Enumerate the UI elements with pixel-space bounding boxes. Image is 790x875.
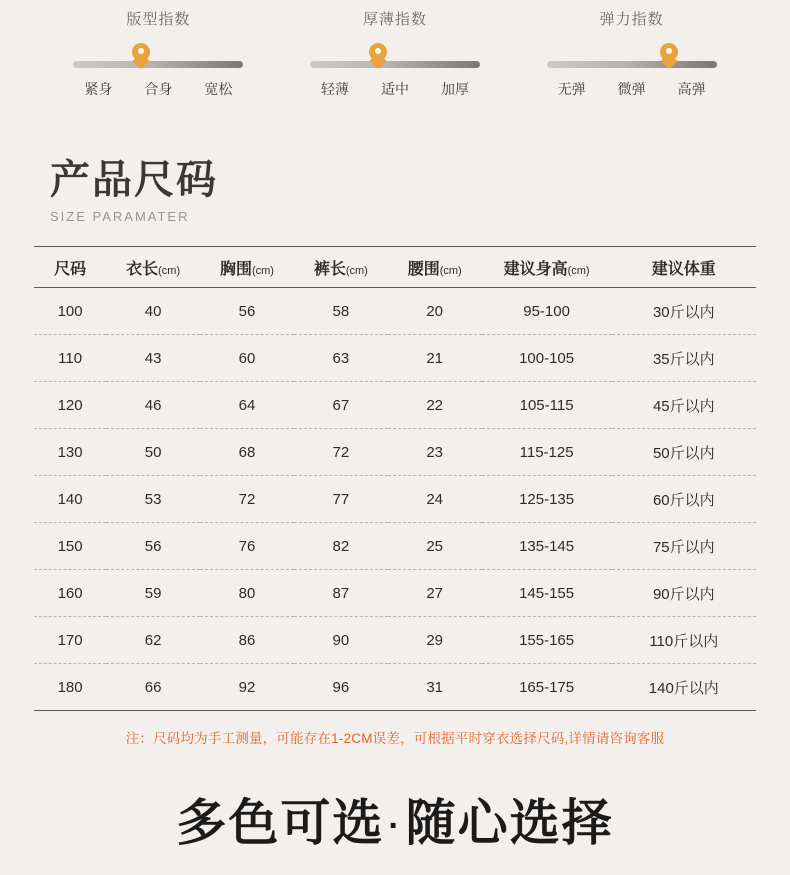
table-cell: 130 <box>34 429 106 476</box>
indicator-labels <box>68 79 248 99</box>
table-header-cell <box>294 247 388 288</box>
table-cell: 76 <box>200 523 294 570</box>
indicator-fit <box>58 8 258 99</box>
table-header-unit: (cm) <box>567 264 590 277</box>
table-cell: 45斤以内 <box>612 382 756 429</box>
table-cell: 140 <box>34 476 106 523</box>
table-cell: 87 <box>294 570 388 617</box>
indicator-track-wrap <box>547 43 717 73</box>
indicator-label: 宽松 <box>204 81 233 97</box>
size-table <box>34 246 756 711</box>
indicator-track-wrap <box>73 43 243 73</box>
indicator-title: 厚薄指数 <box>362 11 427 28</box>
indicator-label: 无弹 <box>557 81 586 97</box>
page-title: 产品尺码 <box>50 158 218 202</box>
table-row <box>34 429 756 476</box>
table-header-label: 尺码 <box>54 260 87 278</box>
table-header-label: 建议身高 <box>503 260 568 278</box>
table-header-cell <box>388 247 482 288</box>
table-cell: 66 <box>106 664 200 711</box>
table-cell: 160 <box>34 570 106 617</box>
table-cell: 110斤以内 <box>612 617 756 664</box>
table-cell: 80 <box>200 570 294 617</box>
indicator-label: 适中 <box>380 81 409 97</box>
headline-left: 多色可选 <box>176 795 385 851</box>
indicator-track <box>547 61 717 68</box>
table-cell: 64 <box>200 382 294 429</box>
table-cell: 75斤以内 <box>612 523 756 570</box>
page-subtitle: SIZE PARAMATER <box>50 209 190 224</box>
table-cell: 72 <box>294 429 388 476</box>
table-cell: 155-165 <box>482 617 612 664</box>
table-header-label: 腰围 <box>407 260 440 278</box>
table-cell: 31 <box>388 664 482 711</box>
table-cell: 140斤以内 <box>612 664 756 711</box>
indicator-row <box>0 0 790 99</box>
table-row <box>34 476 756 523</box>
table-cell: 77 <box>294 476 388 523</box>
table-cell: 96 <box>294 664 388 711</box>
table-cell: 53 <box>106 476 200 523</box>
table-cell: 82 <box>294 523 388 570</box>
bottom-headline <box>0 783 790 855</box>
indicator-label: 加厚 <box>440 81 469 97</box>
table-header-label: 胸围 <box>219 260 252 278</box>
indicator-track <box>310 61 480 68</box>
indicator-marker-pin-icon <box>660 43 678 67</box>
table-cell: 35斤以内 <box>612 335 756 382</box>
table-cell: 67 <box>294 382 388 429</box>
table-cell: 56 <box>200 288 294 335</box>
table-header-cell <box>612 247 756 288</box>
table-cell: 95-100 <box>482 288 612 335</box>
table-cell: 125-135 <box>482 476 612 523</box>
size-note: 注：尺码均为手工测量，可能存在1-2CM误差，可根据平时穿衣选择尺码,详情请咨询客服 <box>125 731 665 746</box>
table-cell: 24 <box>388 476 482 523</box>
table-cell: 90斤以内 <box>612 570 756 617</box>
table-cell: 135-145 <box>482 523 612 570</box>
indicator-marker-pin-icon <box>132 43 150 67</box>
table-cell: 86 <box>200 617 294 664</box>
table-header-unit: (cm) <box>439 264 462 277</box>
indicator-label: 微弹 <box>617 81 646 97</box>
table-cell: 27 <box>388 570 482 617</box>
indicator-title: 版型指数 <box>126 11 191 28</box>
indicator-track <box>73 61 243 68</box>
table-row <box>34 288 756 335</box>
table-cell: 23 <box>388 429 482 476</box>
table-cell: 145-155 <box>482 570 612 617</box>
table-cell: 62 <box>106 617 200 664</box>
table-header-cell <box>482 247 612 288</box>
table-cell: 40 <box>106 288 200 335</box>
table-cell: 56 <box>106 523 200 570</box>
table-header-cell <box>34 247 106 288</box>
size-heading-block <box>0 159 790 224</box>
table-header-unit: (cm) <box>251 264 274 277</box>
table-row <box>34 335 756 382</box>
table-cell: 20 <box>388 288 482 335</box>
table-body <box>34 288 756 711</box>
headline-separator-dot: · <box>388 807 402 846</box>
table-cell: 165-175 <box>482 664 612 711</box>
table-cell: 110 <box>34 335 106 382</box>
table-header <box>34 247 756 288</box>
table-row <box>34 523 756 570</box>
table-header-row <box>34 247 756 288</box>
indicator-thickness <box>295 8 495 99</box>
table-header-label: 建议体重 <box>651 260 716 278</box>
table-cell: 58 <box>294 288 388 335</box>
table-cell: 60斤以内 <box>612 476 756 523</box>
table-header-cell <box>200 247 294 288</box>
table-cell: 120 <box>34 382 106 429</box>
table-cell: 170 <box>34 617 106 664</box>
indicator-label: 高弹 <box>677 81 706 97</box>
table-cell: 68 <box>200 429 294 476</box>
table-cell: 115-125 <box>482 429 612 476</box>
size-table-wrap <box>34 246 756 711</box>
indicator-elasticity <box>532 8 732 99</box>
table-cell: 46 <box>106 382 200 429</box>
table-cell: 30斤以内 <box>612 288 756 335</box>
table-cell: 180 <box>34 664 106 711</box>
table-cell: 63 <box>294 335 388 382</box>
indicator-labels <box>542 79 722 99</box>
table-cell: 90 <box>294 617 388 664</box>
table-cell: 29 <box>388 617 482 664</box>
table-cell: 21 <box>388 335 482 382</box>
table-cell: 22 <box>388 382 482 429</box>
table-cell: 105-115 <box>482 382 612 429</box>
table-cell: 72 <box>200 476 294 523</box>
table-row <box>34 617 756 664</box>
table-cell: 50 <box>106 429 200 476</box>
indicator-label: 紧身 <box>84 81 113 97</box>
table-cell: 25 <box>388 523 482 570</box>
indicator-label: 轻薄 <box>320 81 349 97</box>
table-row <box>34 570 756 617</box>
table-cell: 60 <box>200 335 294 382</box>
table-cell: 50斤以内 <box>612 429 756 476</box>
table-header-label: 裤长 <box>313 260 346 278</box>
table-cell: 43 <box>106 335 200 382</box>
table-header-unit: (cm) <box>158 264 181 277</box>
table-cell: 92 <box>200 664 294 711</box>
table-header-label: 衣长 <box>126 260 159 278</box>
indicator-track-wrap <box>310 43 480 73</box>
table-header-cell <box>106 247 200 288</box>
table-cell: 100-105 <box>482 335 612 382</box>
table-row <box>34 664 756 711</box>
indicator-label: 合身 <box>144 81 173 97</box>
table-cell: 150 <box>34 523 106 570</box>
indicator-title: 弹力指数 <box>599 11 664 28</box>
indicator-labels <box>305 79 485 99</box>
table-header-unit: (cm) <box>345 264 368 277</box>
table-cell: 100 <box>34 288 106 335</box>
headline-right: 随心选择 <box>405 795 614 851</box>
table-row <box>34 382 756 429</box>
indicator-marker-pin-icon <box>369 43 387 67</box>
table-cell: 59 <box>106 570 200 617</box>
